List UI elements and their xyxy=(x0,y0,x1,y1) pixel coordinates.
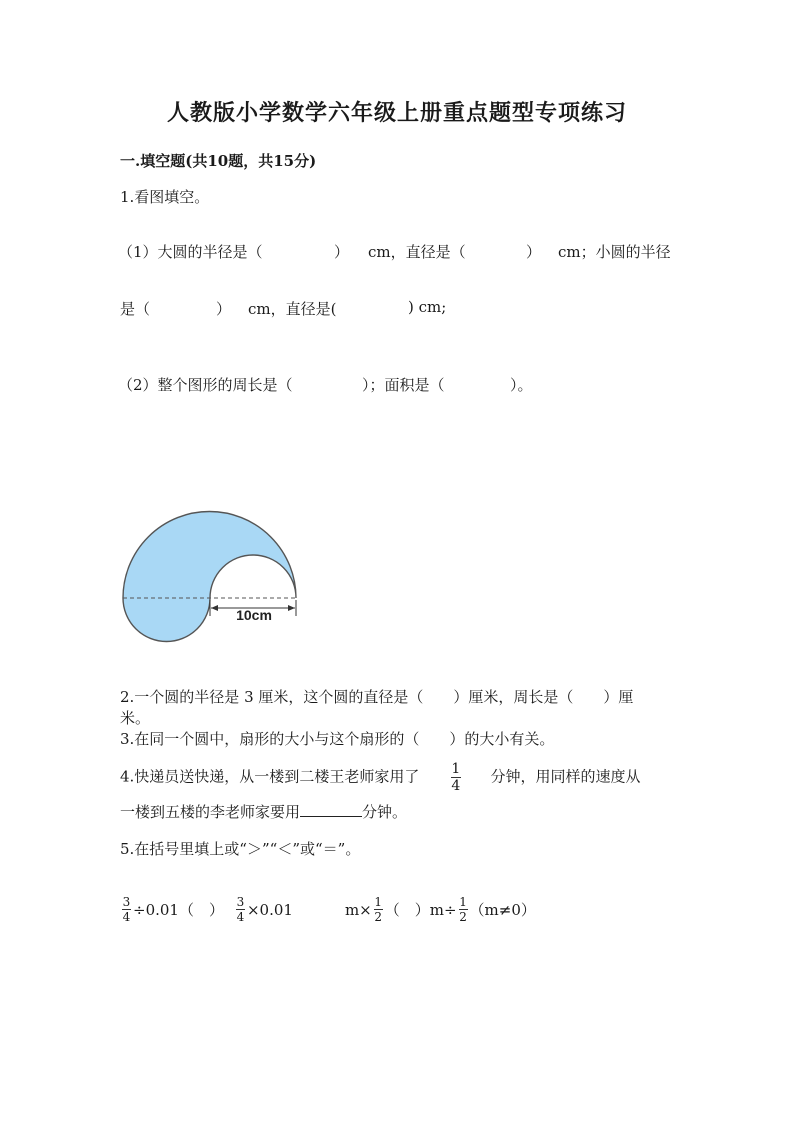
q4-answer-blank xyxy=(300,802,362,817)
q5-e2-fraction xyxy=(236,896,245,923)
page-title: 人教版小学数学六年级上册重点题型专项练习 xyxy=(166,100,627,126)
arrow-left xyxy=(211,605,218,611)
q4-line1 xyxy=(120,762,640,793)
q4-frac-num: 1 xyxy=(451,761,461,777)
q5-e3-num: 1 xyxy=(374,895,383,909)
q5-e3-mid: （ ）m÷ xyxy=(384,901,457,919)
q1-p1-l2-a: 是（ xyxy=(120,300,151,318)
q4-line2 xyxy=(120,801,407,822)
q1-p1-l1-a: （1）大圆的半径是（ xyxy=(118,243,263,261)
q1-part2 xyxy=(118,374,558,394)
q4-text-a: 4.快递员送快递，从一楼到二楼王老师家用了 xyxy=(120,767,420,786)
q1-stem: 1.看图填空。 xyxy=(120,188,210,206)
q1-p2-a: （2）整个图形的周长是（ xyxy=(118,376,293,394)
q1-p1-l1-b: ） xyxy=(334,243,350,261)
q5-e1-fraction xyxy=(122,896,131,923)
q5-expressions xyxy=(120,896,536,923)
q1-p1-l2-c: cm，直径是( xyxy=(248,300,337,318)
figure-dimension-label: 10cm xyxy=(236,607,272,623)
q2-line2: 米。 xyxy=(120,709,151,727)
q5-stem: 5.在括号里填上或“＞”“＜”或“＝”。 xyxy=(120,840,361,858)
q1-p2-b: ）；面积是（ xyxy=(362,376,445,394)
q4-frac-den: 4 xyxy=(451,778,461,794)
q5-e3-den: 2 xyxy=(374,910,383,924)
q5-e3-pre: m× xyxy=(344,900,372,919)
q4-line2-a: 一楼到五楼的李老师家要用 xyxy=(120,803,301,821)
circle-figure xyxy=(112,500,312,650)
q1-p1-l2-b: ） xyxy=(216,300,232,318)
q1-p1-l1-d: ） xyxy=(526,243,542,261)
q5-e4-fraction xyxy=(459,896,468,923)
arrow-right xyxy=(288,605,295,611)
q5-e1-num: 3 xyxy=(122,895,131,909)
q1-p2-c: ）。 xyxy=(510,376,533,394)
q5-e2-den: 4 xyxy=(236,910,245,924)
q4-fraction xyxy=(451,762,461,793)
q1-p1-l1-c: cm，直径是（ xyxy=(368,243,466,261)
q5-e2-op: ×0.01 xyxy=(246,900,293,919)
q1-part1-line1 xyxy=(118,241,678,261)
q2-line1: 2.一个圆的半径是 3 厘米，这个圆的直径是（ ）厘米，周长是（ ）厘 xyxy=(120,688,634,706)
q5-e4-num: 1 xyxy=(459,895,467,909)
q1-p1-l1-e: cm；小圆的半径 xyxy=(558,243,671,261)
q5-e1-op: ÷0.01（ ） xyxy=(133,901,224,919)
q1-part1-line2 xyxy=(120,298,560,318)
q5-e4-post: （m≠0） xyxy=(469,901,536,919)
q1-p1-l2-d: ) cm; xyxy=(408,298,447,316)
q4-text-b: 分钟，用同样的速度从 xyxy=(490,767,641,786)
q5-e3-fraction xyxy=(374,896,383,923)
q5-e2-num: 3 xyxy=(236,895,245,909)
q3-text: 3.在同一个圆中，扇形的大小与这个扇形的（ ）的大小有关。 xyxy=(120,730,555,748)
section-heading: 一.填空题(共10题，共15分) xyxy=(120,152,317,170)
q5-e1-den: 4 xyxy=(122,910,131,924)
q5-e4-den: 2 xyxy=(459,910,467,924)
q4-line2-b: 分钟。 xyxy=(362,803,408,821)
